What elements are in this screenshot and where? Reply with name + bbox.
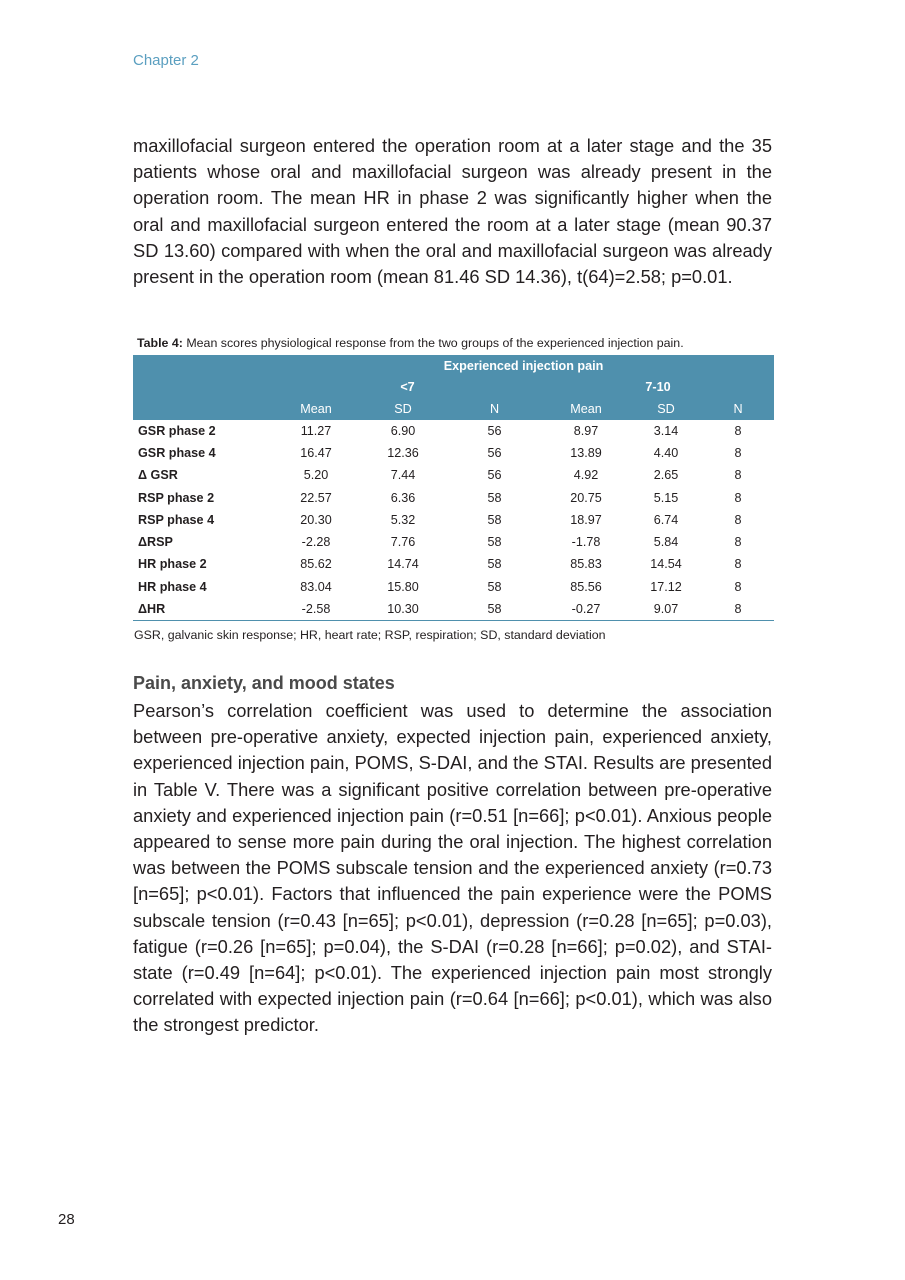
table-row	[133, 420, 774, 442]
table-row	[133, 576, 774, 598]
page-number: 28	[58, 1211, 75, 1228]
row-label: HR phase 2	[138, 557, 207, 572]
data-table	[133, 355, 774, 621]
table-cell: 20.30	[300, 512, 332, 527]
body-paragraph-2: Pearson’s correlation coefficient was used to determine the association between pre-operative anxiety, expected injection pain, experienced anxiety, experienced injection pain, POMS, S-DAI, and the STAI. Results are presented in Table V. There was a significant positive correlation between pre-operative anxiety and experienced injection pain (r=0.51 [n=66]; p<0.01). Anxious people appeared to sense more pain during the oral injection. The highest correlation was between the POMS subscale tension and the experienced anxiety (r=0.73 [n=65]; p<0.01). Factors that influenced the pain experience were the POMS subscale tension (r=0.43 [n=65]; p<0.01), depression (r=0.28 [n=65]; p=0.03), fatigue (r=0.26 [n=65]; p=0.04), the S-DAI (r=0.28 [n=66]; p=0.02), and STAI-state (r=0.49 [n=64]; p<0.01). The experienced injection pain most strongly correlated with expected injection pain (r=0.64 [n=66]; p<0.01), which was also the strongest predictor.	[133, 700, 772, 1036]
table-cell: 15.80	[387, 579, 419, 594]
table-cell: 6.74	[653, 512, 679, 527]
table-cell: 8	[734, 535, 742, 550]
table-cell: 12.36	[387, 445, 419, 460]
table-row	[133, 598, 774, 621]
table-cell: 5.15	[653, 490, 679, 505]
row-label: GSR phase 2	[138, 423, 216, 438]
row-label: ΔHR	[133, 598, 273, 621]
table-cell: 9.07	[630, 598, 702, 621]
row-label: GSR phase 4	[138, 445, 216, 460]
table-cell: 5.84	[653, 535, 679, 550]
table-cell: 22.57	[300, 490, 332, 505]
column-header: Mean	[570, 401, 602, 416]
table-cell: -0.27	[542, 598, 630, 621]
table-4	[133, 335, 774, 642]
table-cell: 2.65	[653, 468, 679, 483]
table-cell: 56	[487, 423, 502, 438]
table-cell: 85.56	[570, 579, 602, 594]
running-head: Chapter 2	[133, 52, 199, 69]
table-cell: 85.62	[300, 557, 332, 572]
table-cell: 3.14	[653, 423, 679, 438]
row-label: ΔRSP	[138, 535, 173, 550]
table-row	[133, 531, 774, 553]
table-cell: 85.83	[570, 557, 602, 572]
table-cell: 11.27	[300, 423, 332, 438]
table-caption-text: Mean scores physiological response from the two groups of the experienced injection pain.	[182, 336, 684, 350]
table-cell: 8	[734, 468, 742, 483]
table-cell: 14.74	[387, 557, 419, 572]
group-header-2: 7-10	[645, 380, 671, 395]
table-cell: 8	[734, 445, 742, 460]
header-row-title	[133, 355, 774, 377]
row-label: HR phase 4	[138, 579, 207, 594]
table-cell: 10.30	[359, 598, 447, 621]
table-cell: 8	[734, 423, 742, 438]
table-cell: -2.58	[273, 598, 359, 621]
table-cell: -1.78	[571, 535, 601, 550]
table-cell: 5.32	[390, 512, 416, 527]
table-cell: 58	[487, 579, 502, 594]
table-cell: 5.20	[303, 468, 329, 483]
table-cell: 4.92	[573, 468, 599, 483]
table-cell: 4.40	[653, 445, 679, 460]
table-cell: 20.75	[570, 490, 602, 505]
table-footnote: GSR, galvanic skin response; HR, heart rate; RSP, respiration; SD, standard deviation	[134, 628, 606, 643]
table-caption-label: Table 4:	[137, 336, 183, 350]
table-cell: 13.89	[570, 445, 602, 460]
row-label: RSP phase 2	[138, 490, 215, 505]
column-header: Mean	[300, 401, 332, 416]
column-header: N	[733, 401, 743, 416]
table-cell: 14.54	[650, 557, 682, 572]
table-row	[133, 509, 774, 531]
table-cell: 6.90	[390, 423, 416, 438]
table-row	[133, 553, 774, 575]
table-cell: 58	[487, 490, 502, 505]
table-cell: 16.47	[300, 445, 332, 460]
column-header: N	[489, 401, 500, 416]
table-cell: 8	[702, 598, 774, 621]
group-header-1: <7	[400, 380, 415, 395]
header-row-columns	[133, 398, 774, 420]
table-cell: 6.36	[390, 490, 416, 505]
table-cell: 58	[487, 557, 502, 572]
table-cell: 58	[447, 598, 542, 621]
body-paragraph-1: maxillofacial surgeon entered the operation room at a later stage and the 35 patients whose oral and maxillofacial surgeon was already present in the operation room. The mean HR in phase 2 was significantly higher when the oral and maxillofacial surgeon entered the room at a later stage (mean 90.37 SD 13.60) compared with when the oral and maxillofacial surgeon was already present in the operation room (mean 81.46 SD 14.36), t(64)=2.58; p=0.01.	[133, 135, 772, 288]
table-cell: -2.28	[301, 535, 331, 550]
table-header-title: Experienced injection pain	[443, 358, 604, 373]
table-row	[133, 442, 774, 464]
table-cell: 17.12	[650, 579, 682, 594]
row-label: Δ GSR	[138, 468, 178, 483]
table-cell: 8	[734, 490, 742, 505]
table-cell: 8	[734, 557, 742, 572]
row-label: RSP phase 4	[138, 512, 215, 527]
table-cell: 58	[487, 512, 502, 527]
table-cell: 56	[487, 445, 502, 460]
table-row	[133, 486, 774, 508]
table-cell: 7.76	[390, 535, 416, 550]
table-cell: 58	[487, 535, 502, 550]
table-row	[133, 464, 774, 486]
column-header: SD	[657, 401, 675, 416]
table-cell: 8	[734, 579, 742, 594]
table-caption	[133, 335, 774, 351]
column-header: SD	[394, 401, 412, 416]
table-cell: 8	[734, 512, 742, 527]
header-row-groups	[133, 377, 774, 399]
section-heading: Pain, anxiety, and mood states	[133, 673, 395, 693]
table-cell: 8.97	[573, 423, 599, 438]
table-cell: 83.04	[300, 579, 332, 594]
table-cell: 56	[487, 468, 502, 483]
table-cell: 18.97	[570, 512, 602, 527]
table-cell: 7.44	[390, 468, 416, 483]
